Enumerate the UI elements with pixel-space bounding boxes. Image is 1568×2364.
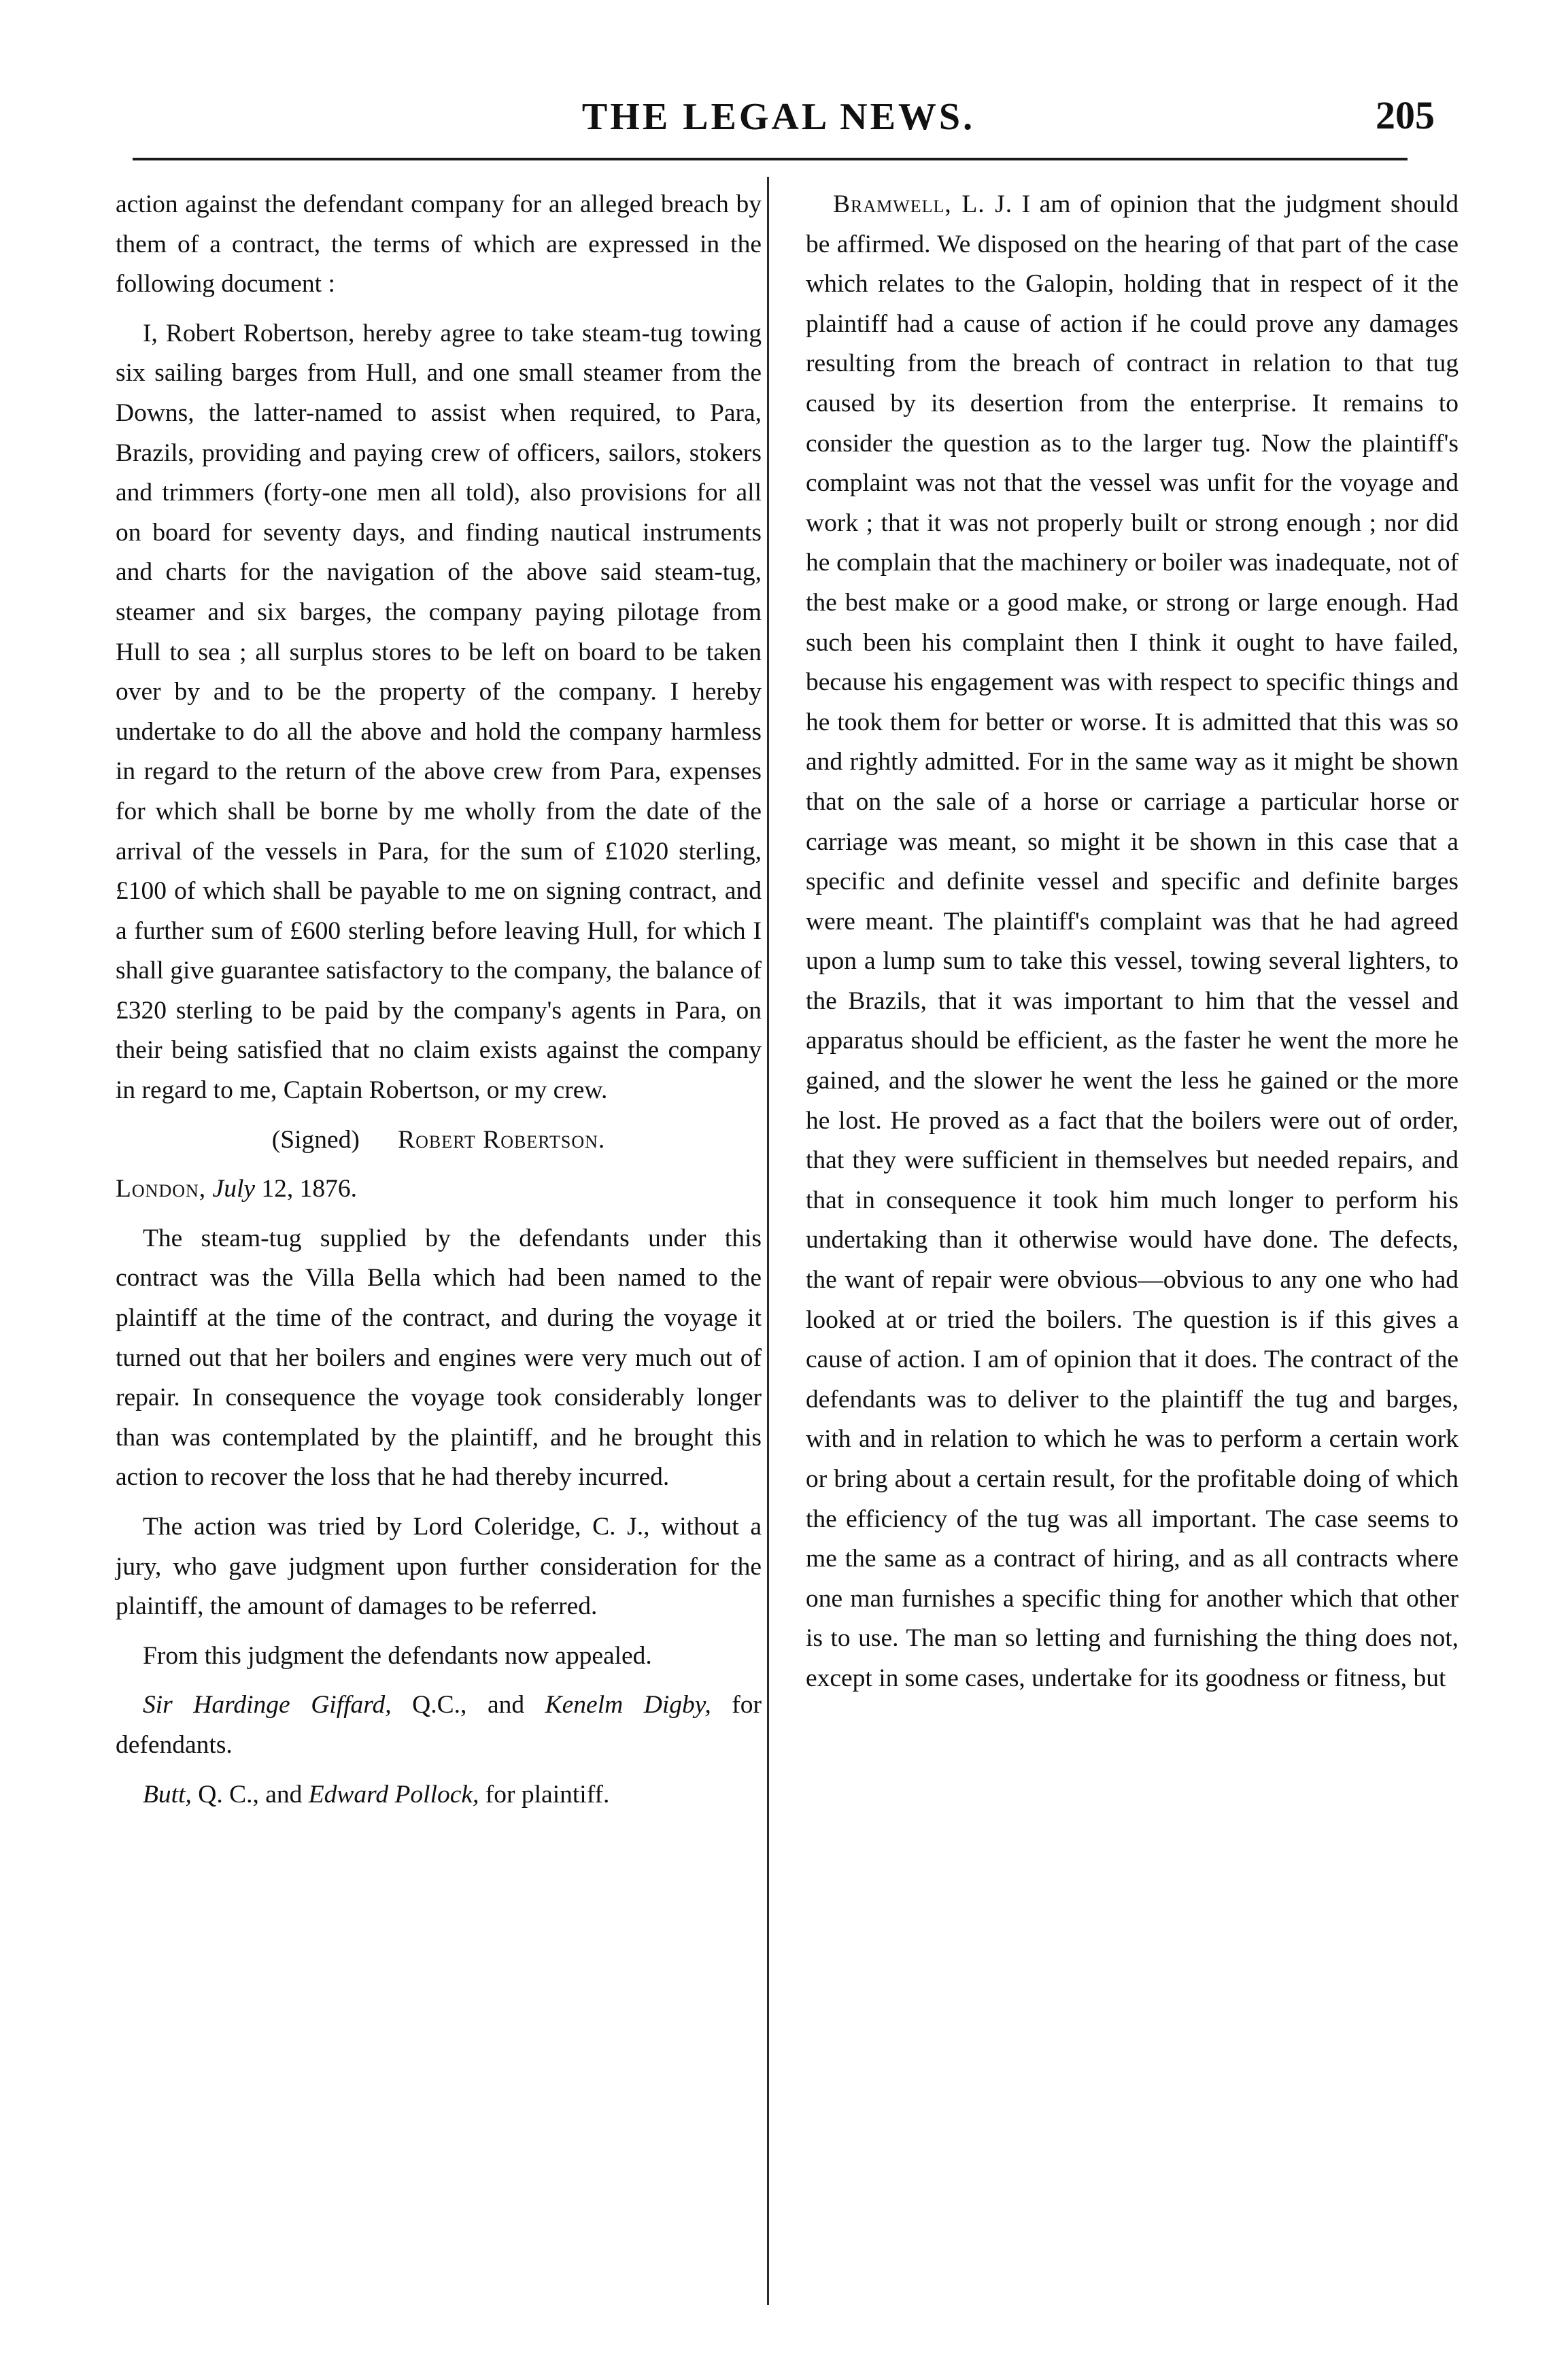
paragraph-trial: The action was tried by Lord Coleridge, C. J., without a jury, who gave judgment upon further consideration for the plaintiff, the amount of damages to be referred.: [116, 1513, 762, 1621]
counsel-pl-text-2: for plaintiff.: [479, 1780, 610, 1809]
signed-label: (Signed): [271, 1125, 360, 1154]
header-rule: [133, 158, 1408, 160]
date-rest: 12, 1876.: [261, 1175, 358, 1203]
counsel-pl-text-1: Q. C., and: [191, 1780, 309, 1809]
page-number: 205: [1376, 93, 1435, 137]
left-column: [116, 185, 762, 1824]
running-title: THE LEGAL NEWS.: [581, 96, 976, 138]
date-place: London,: [116, 1175, 207, 1203]
counsel-def-text-2: for defendants.: [116, 1691, 762, 1759]
page-header: [122, 95, 1435, 156]
counsel-def-name-2: Kenelm Digby,: [545, 1691, 711, 1719]
counsel-pl-name-1: Butt,: [143, 1780, 192, 1809]
right-column: [806, 185, 1459, 1709]
date-month: July: [212, 1175, 256, 1203]
paragraph-steam-tug: The steam-tug supplied by the defendants under this contract was the Villa Bella which had been named to the plaintiff at the time of the contract, and during the voyage it turned out that her boilers and engines were very much out of repair. In consequence the voyage took considerably longer than was contemplated by the plaintiff, and he brought this action to recover the loss that he had thereby incurred.: [116, 1224, 762, 1492]
signature-line: [116, 1120, 762, 1161]
contract-text: I, Robert Robertson, hereby agree to take steam-tug towing six sailing barges from Hull, and one small steamer from the Downs, the latter-named to assist when required, to Para, Brazils, providing and paying crew of officers, sailors, stokers and trimmers (forty-one men all told), also provisions for all on board for seventy days, and finding nautical instruments and charts for the navigation of the above said steam-tug, steamer and six barges, the company paying pilotage from Hull to sea ; all surplus stores to be left on board to be taken over by and to be the property of the company. I hereby undertake to do all the above and hold the company harmless in regard to the return of the above crew from Para, expenses for which shall be borne by me wholly from the date of the arrival of the vessels in Para, for the sum of £1020 sterling, £100 of which shall be payable to me on signing contract, and a further sum of £600 sterling before leaving Hull, for which I shall give guarantee satisfactory to the company, the balance of £320 sterling to be paid by the company's agents in Para, on their being satisfied that no claim exists against the company in regard to me, Captain Robertson, or my crew.: [116, 319, 762, 1105]
judgment-text: [806, 185, 1459, 1699]
judge-name: Bramwell, L. J.: [833, 190, 1013, 218]
counsel-plaintiff: [116, 1775, 762, 1815]
counsel-def-name-1: Sir Hardinge Giffard,: [143, 1691, 392, 1719]
counsel-def-text-1: Q.C., and: [391, 1691, 545, 1719]
judgment-body: I am of opinion that the judgment should be affirmed. We disposed on the hearing of that part of the case which relates to the Galopin, holding that in respect of it the plaintiff had a cause of action if he could prove any damages resulting from the breach of contract in relation to that tug caused by its desertion from the enterprise. It remains to consider the question as to the larger tug. Now the plaintiff's complaint was not that the vessel was unfit for the voyage and work ; that it was not properly built or strong enough ; nor did he complain that the machinery or boiler was inadequate, not of the best make or a good make, or strong or large enough. Had such been his complaint then I think it ought to have failed, because his engagement was with respect to specific things and he took them for better or worse. It is admitted that this was so and rightly admitted. For in the same way as it might be shown that on the sale of a horse or carriage a particular horse or carriage was meant, so might it be shown in this case that a specific and definite vessel and specific and definite barges were meant. The plaintiff's complaint was that he had agreed upon a lump sum to take this vessel, towing several lighters, to the Brazils, that it was important to him that the vessel and apparatus should be efficient, as the faster he went the more he gained, and the slower he went the less he gained or the more he lost. He proved as a fact that the boilers were out of order, that they were sufficient in themselves but needed repairs, and that in consequence it took him much longer to perform his undertaking than it otherwise would have done. The defects, the want of repair were obvious—obvious to any one who had looked at or tried the boilers. The question is if this gives a cause of action. I am of opinion that it does. The contract of the defendants was to deliver to the plaintiff the tug and barges, with and in relation to which he was to perform a certain work or bring about a certain result, for the profitable doing of which the efficiency of the tug was all important. The case seems to me the same as a contract of hiring, and as all contracts where one man furnishes a specific thing for another which that other is to use. The man so letting and furnishing the thing does not, except in some cases, undertake for its goodness or fitness, but: [806, 190, 1459, 1692]
counsel-defendants: [116, 1685, 762, 1765]
signed-name: Robert Robertson.: [398, 1125, 606, 1154]
column-divider: [767, 177, 769, 2305]
paragraph-action: action against the defendant company for an alleged breach by them of a contract, the terms of which are expressed in the following document :: [116, 190, 762, 298]
paragraph-appeal: From this judgment the defendants now appealed.: [143, 1641, 652, 1670]
dateline: [116, 1169, 762, 1210]
counsel-pl-name-2: Edward Pollock,: [308, 1780, 479, 1809]
